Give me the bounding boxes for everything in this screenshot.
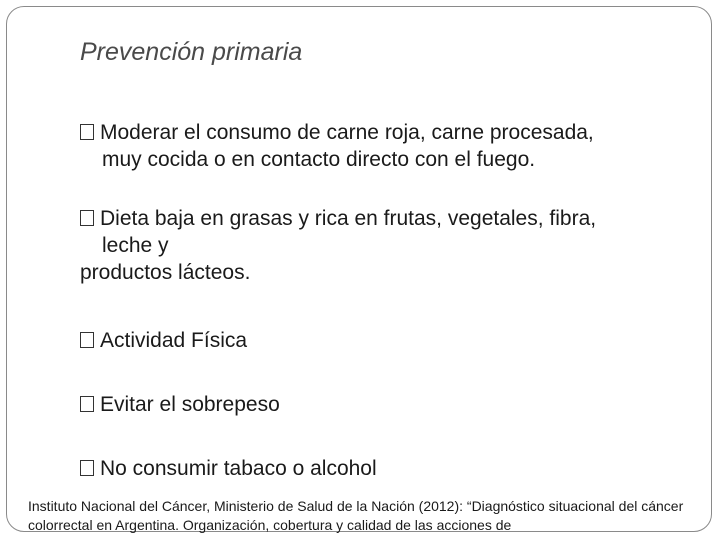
bullet-item (80, 391, 280, 418)
bullet-item (80, 119, 594, 173)
bullet-box-icon (80, 396, 94, 412)
slide-title: Prevención primaria (80, 38, 303, 66)
bullet-item (80, 205, 596, 286)
bullet-text: Moderar el consumo de carne roja, carne procesada, (100, 121, 594, 144)
bullet-box-icon (80, 460, 94, 476)
bullet-box-icon (80, 210, 94, 226)
footer-citation: Instituto Nacional del Cáncer, Ministerio de Salud de la Nación (2012): “Diagnóstico situacional del cáncer colorrectal en Argentina. Organización, cobertura y calidad de las acciones de (28, 498, 684, 533)
bullet-box-icon (80, 124, 94, 140)
bullet-text-continued: muy cocida o en contacto directo con el fuego. (102, 148, 536, 171)
bullet-text-continued: leche y (102, 234, 169, 257)
bullet-item (80, 455, 377, 482)
bullet-text: Dieta baja en grasas y rica en frutas, vegetales, fibra, (100, 207, 597, 230)
bullet-text-continued: productos lácteos. (80, 261, 251, 284)
bullet-box-icon (80, 332, 94, 348)
bullet-text: Evitar el sobrepeso (100, 393, 280, 416)
bullet-text: No consumir tabaco o alcohol (100, 457, 377, 480)
bullet-text: Actividad Física (100, 329, 248, 352)
bullet-item (80, 327, 247, 354)
